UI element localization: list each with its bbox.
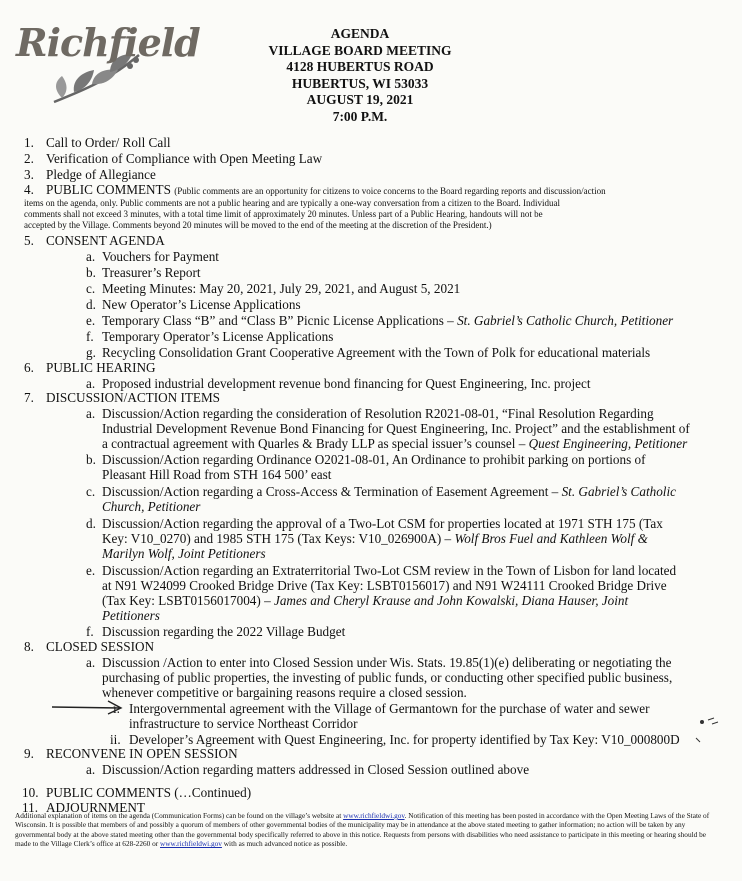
header-meeting: VILLAGE BOARD MEETING [268, 42, 452, 58]
discussion-item-a-line2: Industrial Development Revenue Bond Financing for Quest Engineering, Inc. Project” and the establishment of [102, 421, 690, 436]
header-city: HUBERTUS, WI 53033 [291, 75, 429, 91]
header-date: AUGUST 19, 2021 [306, 92, 414, 107]
discussion-item-e-line2: at N91 W24099 Crooked Bridge Drive (Tax Key: LSBT0156017) and N91 W24111 Crooked Bridge Drive [102, 578, 667, 593]
website-link-2[interactable]: www.richfieldwi.gov [160, 839, 222, 849]
closed-item-a-line3: whenever competitive or bargaining reasons require a closed session. [102, 685, 467, 700]
website-link[interactable]: www.richfieldwi.gov [343, 811, 405, 820]
header-time: 7:00 P.M. [332, 108, 388, 124]
public-comments-note-2: items on the agenda, only. Public comments are not a public hearing and are typically a one-way conversation from a citizen to the Board. Individual [24, 198, 560, 208]
closed-item-i-line2: infrastructure to service Northeast Corridor [129, 716, 358, 731]
header-title: AGENDA [330, 26, 390, 41]
discussion-item-d-line3: Marilyn Wolf, Joint Petitioners [102, 546, 266, 561]
logo-text: Richfield [16, 20, 200, 65]
agenda-header [230, 26, 490, 125]
discussion-item-e-line3: (Tax Key: LSBT0156017004) – James and Cheryl Krause and John Kowalski, Diana Hauser, Joint [102, 593, 629, 608]
public-comments-note-3: comments shall not exceed 3 minutes, with a total time limit of approximately 20 minutes. Unless part of a Public Hearing, handouts will not be [24, 209, 543, 219]
closed-item-a-line2: purchasing of public properties, the investing of public funds, or conducting other specified public business, [102, 670, 673, 685]
header-address: 4128 HUBERTUS ROAD [286, 59, 434, 74]
discussion-item-e-line4: Petitioners [102, 608, 160, 623]
ink-marks-icon [690, 716, 730, 746]
discussion-item-c-line2: Church, Petitioner [102, 499, 201, 514]
discussion-item-b-line2: Pleasant Hill Road from STH 164 500’ east [102, 467, 332, 482]
discussion-item-a-line3: a contractual agreement with Quarles & Brady LLP as special issuer’s counsel – Quest Engineering, Petitioner [102, 436, 688, 451]
public-comments-note: (Public comments are an opportunity for citizens to voice concerns to the Board regarding reports and discussion/action [174, 186, 606, 196]
footer-notice: Additional explanation of items on the agenda (Communication Forms) can be found on the village’s website at www.richfieldwi.gov. Notification of this meeting has been posted in accordance with the Open Meeting Laws of the State of Wisconsin. It is possible that members of and possibly a quorum of members of other governmental bodies of the municipality may be in attendance at the above stated meeting to gather information; no action will be taken by any governmental body at the above stated meeting other than the governmental body specifically referred to above in this notice. Requests from persons with disabilities who need assistance to participate in this meeting or hearing should be made to the Village Clerk’s office at 628-2260 or www.richfieldwi.gov with as much advanced notice as possible. [15, 811, 710, 849]
discussion-item-d-line2: Key: V10_0270) and 1985 STH 175 (Tax Keys: V10_026900A) – Wolf Bros Fuel and Kathleen Wolf & [102, 531, 648, 546]
hand-drawn-arrow-icon [50, 697, 124, 717]
public-comments-note-4: accepted by the Village. Comments beyond 20 minutes will be moved to the end of the meeting at the discretion of the President.) [24, 220, 492, 230]
